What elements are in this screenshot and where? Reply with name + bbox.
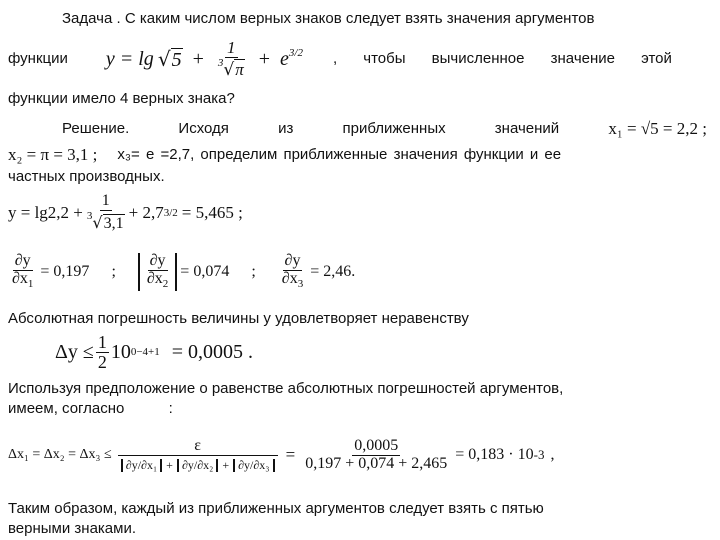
plus-sign: + [192, 47, 204, 70]
solution-line-2 [8, 146, 708, 164]
conclusion-line-2: верными знаками. [8, 520, 137, 537]
sqrt5: √5 [157, 46, 182, 71]
assumption-line-1: Используя предположение о равенстве абсолютных погрешностей аргументов, [8, 380, 564, 397]
y-computation: y = lg2,2 + $\frac{1}{^3√3,1}$ + 2,7 3/2 = 5,465 ; [8, 192, 243, 232]
assumption-line-2: имеем, согласно : [8, 400, 173, 417]
solution-word: приближенных [342, 120, 446, 137]
plus-sign-2: + [258, 47, 270, 70]
solution-word: Решение. [62, 120, 130, 137]
solution-line-1 [62, 120, 707, 138]
solution-word: Исходя [178, 120, 229, 137]
delta-formula: Δx₁ = Δx₂ = Δx₃ ≤ ε ∂y/∂x₁ + ∂y/∂x₂ + ∂y/∂x₃ = $\frac{0,0005}{0,197 + 0,074 + 2,465}$ = 0,183 · 10 -3 , [8, 436, 555, 473]
task-text: . С каким числом верных знаков следует взять значения аргументов [116, 10, 595, 27]
x2-equation: x₂ = π = 3,1 ; [8, 145, 98, 164]
formula-y: y = lg [105, 47, 154, 70]
inequality-formula: Δy ≤ $\frac{1}{2}$ 10 0−4+1 = 0,0005 . [55, 331, 254, 372]
eps-fraction: ε ∂y/∂x₁ + ∂y/∂x₂ + ∂y/∂x₃ [118, 438, 278, 471]
partial-2-abs: $\frac{\partial y}{\partial x_2}$ [138, 253, 177, 290]
x1-equation: x₁ = √5 = 2,2 ; [608, 119, 707, 138]
y-fraction: $\frac{1}{^3√3,1}$ [86, 192, 124, 232]
partials-row: $\frac{\partial y}{\partial x_1}$ = 0,197 ; $\frac{\partial y}{\partial x_2}$ = 0,074 ; $\frac{\partial y}{\partial x_3}$ = 2,46. [12, 252, 356, 291]
task-line-2 [8, 34, 713, 84]
task-line-1 [62, 10, 594, 28]
task-line-3: функции имело 4 верных знака? [8, 90, 235, 107]
fraction-1-cbrt-pi: $\frac{1}{^3√\pi}$ [217, 37, 244, 80]
conclusion-line-1: Таким образом, каждый из приближенных аргументов следует взять с пятью [8, 500, 544, 517]
task-label: Задача [62, 10, 113, 27]
solution-line-3: частных производных. [8, 168, 165, 185]
e-power: $e^{3/2}$ [280, 47, 303, 70]
x3-text: x₃= e =2,7, определим приближенные значения функции и ее [117, 146, 562, 163]
solution-word: значений [494, 120, 560, 137]
partial-3: $\frac{\partial y}{\partial x_3}$ [281, 252, 304, 291]
solution-word: из [278, 120, 294, 137]
task-tail: , чтобы вычисленное значение этой [332, 50, 672, 67]
value-fraction: $\frac{0,0005}{0,197 + 0,074 + 2,465}$ [305, 436, 448, 472]
inequality-intro: Абсолютная погрешность величины y удовлетворяет неравенству [8, 310, 469, 327]
partial-1: $\frac{\partial y}{\partial x_1}$ [12, 252, 34, 291]
func-word: функции [8, 50, 68, 67]
